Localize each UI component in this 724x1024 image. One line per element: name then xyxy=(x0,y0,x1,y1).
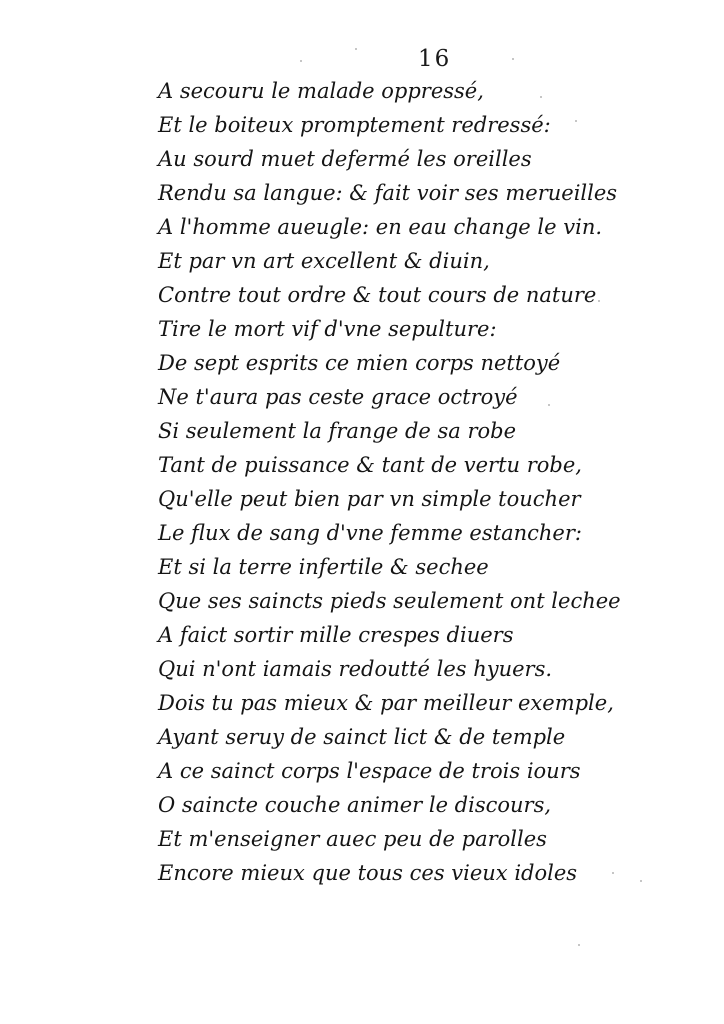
verse-line: Dois tu pas mieux & par meilleur exemple, xyxy=(158,691,614,715)
verse-line: A faict sortir mille crespes diuers xyxy=(158,623,514,647)
verse-line: Rendu sa langue: & fait voir ses merueilles xyxy=(158,181,618,205)
verse-line: Qui n'ont iamais redoutté les hyuers. xyxy=(158,657,553,681)
verse-line: Si seulement la frange de sa robe xyxy=(158,419,517,443)
verse-line: Le flux de sang d'vne femme estancher: xyxy=(158,521,582,545)
verse-line: Tant de puissance & tant de vertu robe, xyxy=(158,453,582,477)
verse-line: Et le boiteux promptement redressé: xyxy=(158,113,551,137)
verse-line: A secouru le malade oppressé, xyxy=(158,79,484,103)
verse-line: Ne t'aura pas ceste grace octroyé xyxy=(158,385,518,409)
verse-line: Ayant seruy de sainct lict & de temple xyxy=(158,725,566,749)
verse-line: Et si la terre infertile & sechee xyxy=(158,555,489,579)
verse-line: Encore mieux que tous ces vieux idoles xyxy=(158,861,578,885)
verse-line: Que ses saincts pieds seulement ont lechee xyxy=(158,589,621,613)
verse-line: Qu'elle peut bien par vn simple toucher xyxy=(158,487,581,511)
verse-line: O saincte couche animer le discours, xyxy=(158,793,552,817)
verse-line: Contre tout ordre & tout cours de nature xyxy=(158,283,597,307)
verse-line: Au sourd muet defermé les oreilles xyxy=(158,147,532,171)
verse-line: A l'homme aueugle: en eau change le vin. xyxy=(158,215,603,239)
verse-line: Et par vn art excellent & diuin, xyxy=(158,249,490,273)
page-number: 16 xyxy=(418,46,452,72)
verse-line: A ce sainct corps l'espace de trois iours xyxy=(158,759,581,783)
poem-text xyxy=(158,74,628,890)
verse-line: De sept esprits ce mien corps nettoyé xyxy=(158,351,561,375)
verse-line: Tire le mort vif d'vne sepulture: xyxy=(158,317,497,341)
verse-line: Et m'enseigner auec peu de parolles xyxy=(158,827,547,851)
